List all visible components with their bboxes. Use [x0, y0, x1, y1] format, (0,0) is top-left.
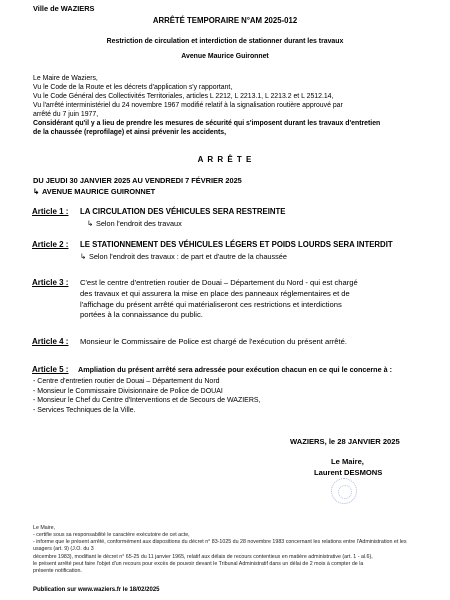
article-4-text: Monsieur le Commissaire de Police est chargé de l'exécution du présent arrêté. — [80, 337, 347, 346]
location-line — [33, 187, 155, 197]
footnote-line: Le Maire, — [33, 525, 56, 531]
preamble-line: Vu le Code de la Route et les décrets d'application s'y rapportant, — [33, 83, 233, 91]
publication-line: Publication sur www.waziers.fr le 18/02/2025 — [33, 587, 160, 593]
return-arrow-icon: ↳ — [33, 187, 40, 196]
decree-subtitle: Restriction de circulation et interdiction de stationner durant les travaux — [106, 38, 344, 45]
preamble-line: arrêté du 7 juin 1977, — [33, 110, 99, 118]
street-title: Avenue Maurice Guironnet — [181, 53, 269, 60]
article-3-label: Article 3 : — [32, 278, 69, 287]
article-3-line: l'affichage du présent arrêté qui matérialiseront ces restrictions et interdictions — [80, 299, 342, 309]
article-3-line: des travaux et qui assurera la mise en place des panneaux réglementaires et de — [80, 288, 350, 298]
article-2-sub: Selon l'endroit des travaux : de part et d'autre de la chaussée — [89, 252, 287, 261]
article-1-label: Article 1 : — [32, 207, 69, 216]
footnote-line: présente notification. — [33, 567, 82, 574]
signatory-role: Le Maire, — [331, 457, 364, 466]
article-3-line: C'est le centre d'entretien routier de Douai – Département du Nord - qui est chargé — [80, 278, 358, 287]
article-2-label: Article 2 : — [32, 240, 69, 249]
preamble-line: Le Maire de Waziers, — [33, 75, 98, 82]
footnote-line: - certifie sous sa responsabilité le caractère exécutoire de cet acte, — [33, 532, 190, 539]
considerant-line: Considérant qu'il y a lieu de prendre les mesures de sécurité qui s'imposent durant les travaux d'entretien — [33, 119, 381, 127]
footnote-line: - informe que le présent arrêté, conformément aux dispositions du décret n° 83-1025 du 28 novembre 1983 concernant les relations entre l'Administration et les usagers (art. 9) (J.O. du 3 — [33, 539, 407, 553]
footnote-line: le présent arrêté peut faire l'objet d'un recours pour excès de pouvoir devant le Tribunal Administratif dans un délai de 2 mois à compter de la — [33, 560, 364, 567]
article-2-main: LE STATIONNEMENT DES VÉHICULES LÉGERS ET POIDS LOURDS SERA INTERDIT — [80, 240, 393, 249]
return-arrow-icon: ↳ — [80, 252, 87, 261]
article-1-sub: Selon l'endroit des travaux — [96, 219, 182, 228]
article-1-main: LA CIRCULATION DES VÉHICULES SERA RESTREINTE — [80, 207, 286, 216]
article-4-label: Article 4 : — [32, 337, 69, 346]
location: AVENUE MAURICE GUIRONNET — [42, 187, 156, 196]
article-3-body — [80, 278, 425, 321]
recipient-item: - Services Techniques de la Ville. — [33, 406, 136, 414]
official-seal — [331, 478, 357, 504]
decree-title: ARRÊTÉ TEMPORAIRE N°AM 2025-012 — [152, 16, 298, 25]
recipients-list — [33, 377, 261, 415]
article-1-sub-line — [87, 219, 182, 229]
period: DU JEUDI 30 JANVIER 2025 AU VENDREDI 7 FÉVRIER 2025 — [33, 176, 242, 185]
place-date: WAZIERS, le 28 JANVIER 2025 — [290, 437, 400, 446]
preamble-line: Vu le Code Général des Collectivités Territoriales, articles L 2212, L 2213.1, L 2213.2 et L 2512.14, — [33, 92, 334, 100]
recipient-item: - Centre d'entretien routier de Douai – Département du Nord — [33, 378, 220, 385]
article-2-sub-line — [80, 252, 287, 262]
preamble — [33, 75, 425, 138]
article-5-text: Ampliation du présent arrêté sera adressée pour exécution chacun en ce qui le concerne à : — [78, 365, 392, 374]
arrete-heading: A R R Ê T E — [197, 155, 253, 164]
legal-footnote — [33, 525, 425, 575]
article-5-label: Article 5 : — [32, 365, 69, 374]
recipient-item: - Monsieur le Commissaire Divisionnaire de Police de DOUAI — [33, 387, 223, 395]
article-3-line: portées à la connaissance du public. — [80, 310, 203, 320]
recipient-item: - Monsieur le Chef du Centre d'Interventions et de Secours de WAZIERS, — [33, 397, 261, 405]
return-arrow-icon: ↳ — [87, 219, 94, 228]
signatory-name: Laurent DESMONS — [314, 468, 383, 477]
footnote-line: décembre 1983), modifiant le décret n° 65-25 du 11 janvier 1965, relatif aux délais de recours contentieux en matière administrative (art. 1 - al.6), — [33, 553, 373, 560]
town-header: Ville de WAZIERS — [33, 4, 95, 13]
considerant-line: de la chaussée (reprofilage) et ainsi prévenir les accidents, — [33, 128, 227, 136]
preamble-line: Vu l'arrêté interministériel du 24 novembre 1967 modifié relatif à la signalisation routière approuvé par — [33, 101, 343, 109]
